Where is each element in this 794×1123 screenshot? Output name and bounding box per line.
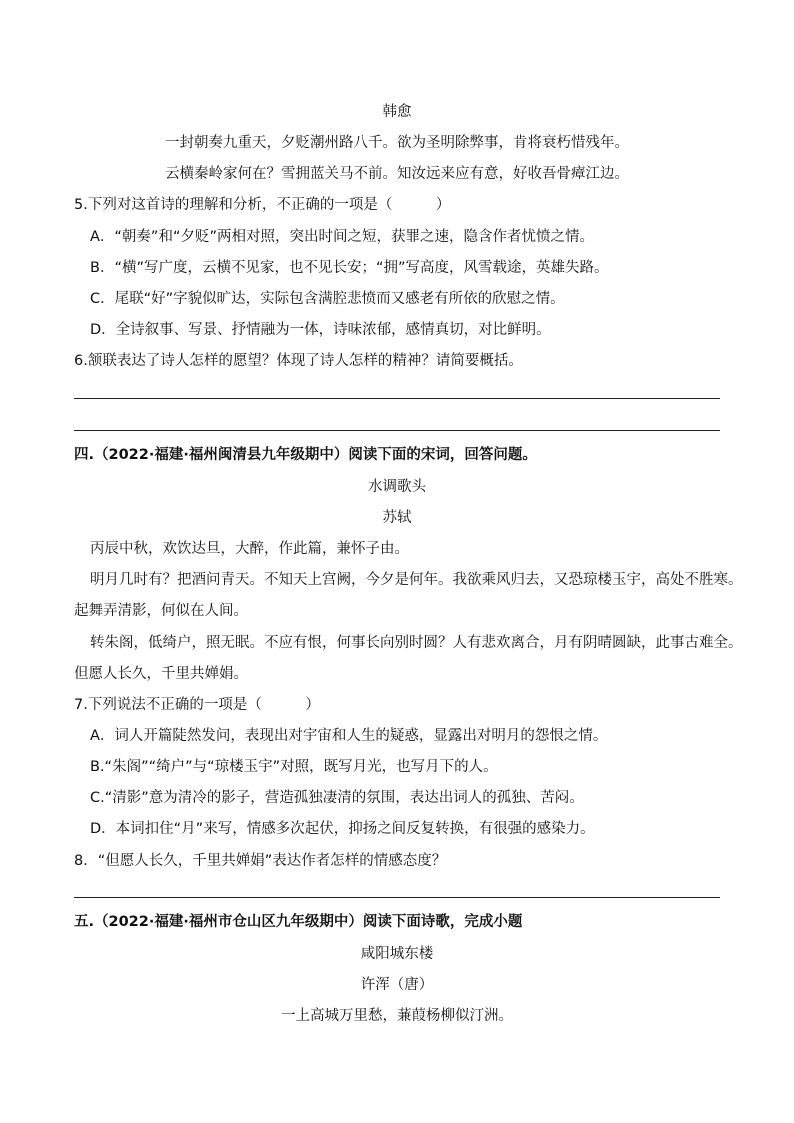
answer-line (74, 897, 720, 898)
question-5-option-a: A．“朝奏”和“夕贬”两相对照，突出时间之短，获罪之速，隐含作者忧愤之情。 (90, 229, 594, 245)
question-7-option-a: A．词人开篇陡然发问，表现出对宇宙和人生的疑惑，显露出对明月的怨恨之情。 (90, 728, 608, 744)
section-4-para-1-line-2: 起舞弄清影，何似在人间。 (74, 603, 248, 619)
section-4-author: 苏轼 (382, 510, 412, 526)
question-5-option-d: D．全诗叙事、写景、抒情融为一体，诗味浓郁，感情真切，对比鲜明。 (90, 322, 551, 338)
answer-line (74, 430, 720, 431)
section-4-preface: 丙辰中秋，欢饮达旦，大醉，作此篇，兼怀子由。 (90, 541, 409, 557)
answer-line (74, 398, 720, 399)
section-4-heading: 四.（2022·福建·福州闽清县九年级期中）阅读下面的宋词，回答问题。 (74, 447, 537, 463)
section-4-para-2-line-1: 转朱阁，低绮户，照无眠。不应有恨，何事长向别时圆？人有悲欢离合，月有阴晴圆缺，此事古难全。 (90, 635, 743, 651)
poem1-line-1: 一封朝奏九重天，夕贬潮州路八千。欲为圣明除弊事，肯将衰朽惜残年。 (165, 135, 629, 151)
section-5-author: 许浑（唐） (360, 977, 434, 993)
question-7-option-d: D．本词扣住“月”来写，情感多次起伏，抑扬之间反复转换，有很强的感染力。 (90, 821, 595, 837)
question-7-option-b: B.“朱阁”“绮户”与“琼楼玉宇”对照，既写月光，也写月下的人。 (90, 759, 498, 775)
question-5-stem: 5.下列对这首诗的理解和分析，不正确的一项是（ ） (74, 197, 451, 213)
section-5-line-1: 一上高城万里愁，蒹葭杨柳似汀洲。 (281, 1008, 513, 1024)
section-4-para-2-line-2: 但愿人长久，千里共婵娟。 (74, 666, 248, 682)
section-5-title: 咸阳城东楼 (360, 946, 434, 962)
section-4-title: 水调歌头 (368, 479, 426, 495)
poem1-author: 韩愈 (382, 104, 412, 120)
question-7-option-c: C.“清影”意为清冷的影子，营造孤独凄清的氛围，表达出词人的孤独、苦闷。 (90, 790, 584, 806)
question-6-stem: 6.颔联表达了诗人怎样的愿望？体现了诗人怎样的精神？请简要概括。 (74, 353, 523, 369)
question-5-option-c: C．尾联“好”字貌似旷达，实际包含满腔悲愤而又感老有所依的欣慰之情。 (90, 291, 565, 307)
section-4-para-1-line-1: 明月几时有？把酒问青天。不知天上宫阙，今夕是何年。我欲乘风归去，又恐琼楼玉宇，高处不胜寒。 (90, 572, 743, 588)
section-5-heading: 五.（2022·福建·福州市仓山区九年级期中）阅读下面诗歌，完成小题 (74, 914, 523, 930)
question-7-stem: 7.下列说法不正确的一项是（ ） (74, 697, 320, 713)
question-8-stem: 8．“但愿人长久，千里共婵娟”表达作者怎样的情感态度？ (74, 853, 447, 869)
question-5-option-b: B．“横”写广度，云横不见家，也不见长安；“拥”写高度，风雪载途，英雄失路。 (90, 260, 609, 276)
poem1-line-2: 云横秦岭家何在？雪拥蓝关马不前。知汝远来应有意，好收吾骨瘴江边。 (165, 166, 629, 182)
